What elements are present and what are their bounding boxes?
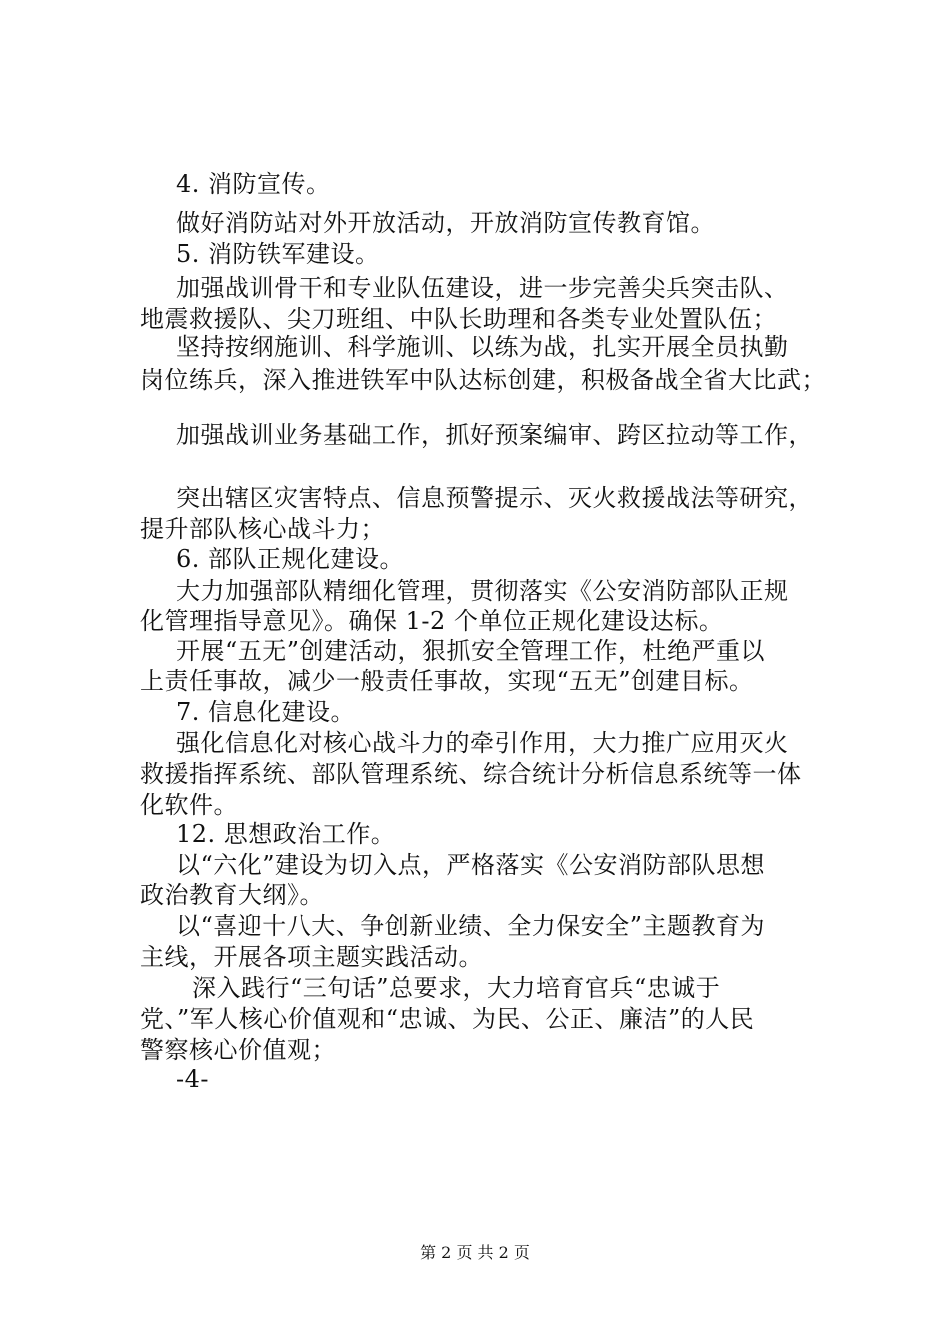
paragraph-line: 做好消防站对外开放活动，开放消防宣传教育馆。 — [176, 209, 715, 237]
heading-iron-army: 5. 消防铁军建设。 — [176, 240, 380, 268]
paragraph-line: 坚持按纲施训、科学施训、以练为战，扎实开展全员执勤 — [176, 333, 789, 361]
paragraph-line: 化软件。 — [140, 791, 238, 819]
paragraph-line: 加强战训骨干和专业队伍建设，进一步完善尖兵突击队、 — [176, 274, 789, 302]
page-footer: 第 2 页 共 2 页 — [420, 1243, 530, 1262]
paragraph-line: 党、”军人核心价值观和“忠诚、为民、公正、廉洁”的人民 — [140, 1005, 755, 1033]
paragraph-line: 岗位练兵，深入推进铁军中队达标创建，积极备战全省大比武； — [140, 366, 826, 394]
inline-page-marker: -4- — [176, 1065, 209, 1093]
paragraph-line: 深入践行“三句话”总要求，大力培育官兵“忠诚于 — [192, 974, 721, 1002]
paragraph-line: 大力加强部队精细化管理，贯彻落实《公安消防部队正规 — [176, 577, 789, 605]
paragraph-line: 强化信息化对核心战斗力的牵引作用，大力推广应用灭火 — [176, 729, 789, 757]
paragraph-line: 以“喜迎十八大、争创新业绩、全力保安全”主题教育为 — [176, 912, 766, 940]
paragraph-line: 突出辖区灾害特点、信息预警提示、灭火救援战法等研究， — [176, 484, 813, 512]
paragraph-line: 开展“五无”创建活动，狠抓安全管理工作，杜绝严重以 — [176, 637, 766, 665]
paragraph-line: 加强战训业务基础工作，抓好预案编审、跨区拉动等工作， — [176, 421, 813, 449]
paragraph-line: 提升部队核心战斗力； — [140, 515, 385, 543]
paragraph-line: 以“六化”建设为切入点，严格落实《公安消防部队思想 — [176, 851, 766, 879]
heading-regularization: 6. 部队正规化建设。 — [176, 545, 405, 573]
heading-informatization: 7. 信息化建设。 — [176, 698, 356, 726]
heading-publicity: 4. 消防宣传。 — [176, 170, 331, 198]
paragraph-line: 化管理指导意见》。确保 1-2 个单位正规化建设达标。 — [140, 607, 724, 635]
paragraph-line: 警察核心价值观； — [140, 1036, 336, 1064]
heading-political-work: 12. 思想政治工作。 — [176, 820, 396, 848]
paragraph-line: 政治教育大纲》。 — [140, 881, 324, 909]
paragraph-line: 地震救援队、尖刀班组、中队长助理和各类专业处置队伍； — [140, 305, 777, 333]
paragraph-line: 救援指挥系统、部队管理系统、综合统计分析信息系统等一体 — [140, 760, 802, 788]
paragraph-line: 上责任事故，减少一般责任事故，实现“五无”创建目标。 — [140, 667, 754, 695]
paragraph-line: 主线，开展各项主题实践活动。 — [140, 943, 483, 971]
